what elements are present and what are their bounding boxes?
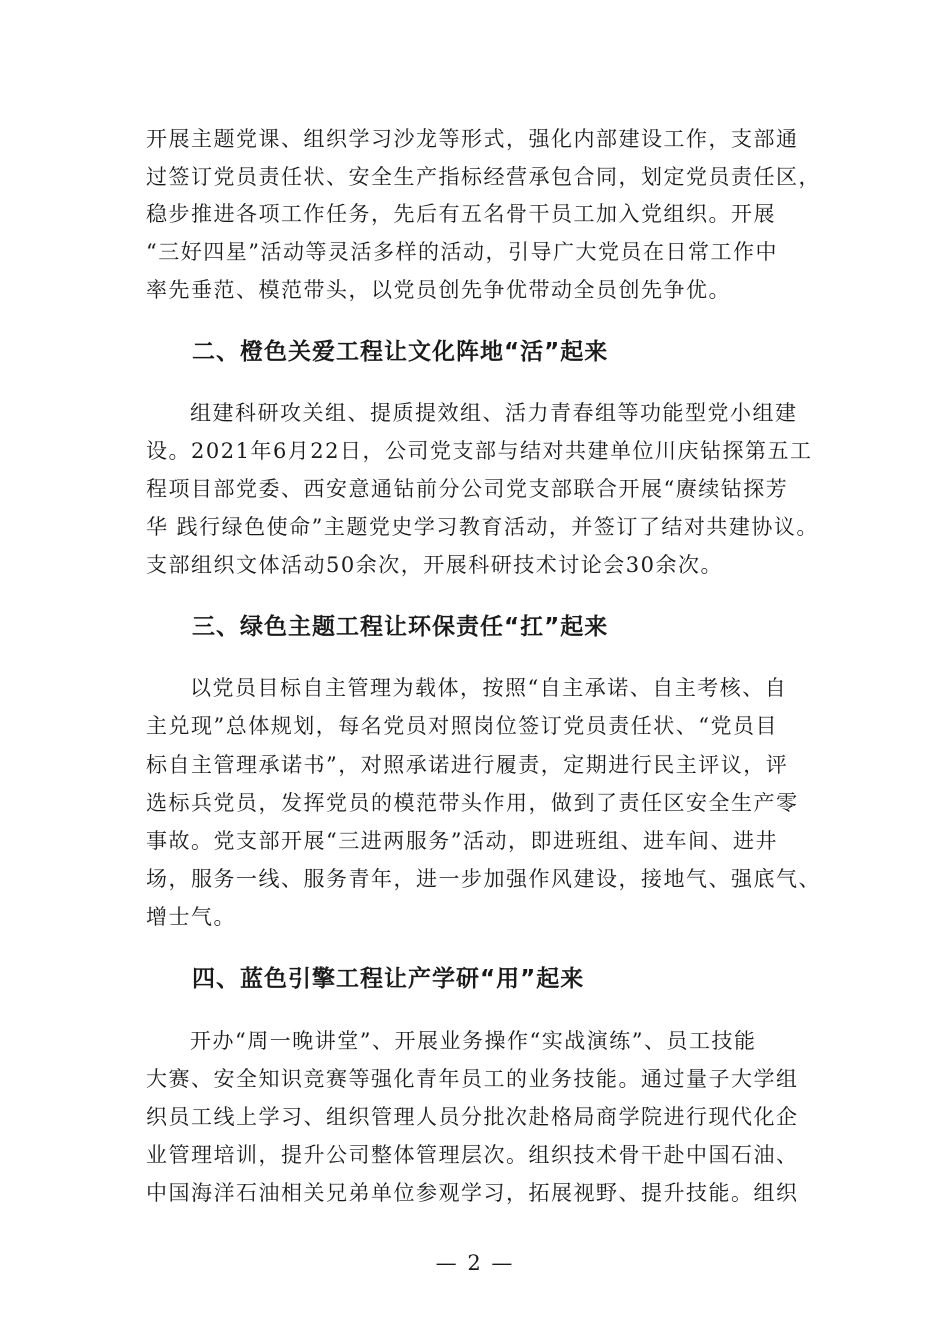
paragraph-3-line-5: 事故。党支部开展“三进两服务”活动，即进班组、进车间、进井 — [146, 829, 778, 853]
paragraph-2-line-2: 设。2021年6月22日，公司党支部与结对共建单位川庆钻探第五工 — [146, 439, 813, 463]
paragraph-4-line-2: 大赛、安全知识竞赛等强化青年员工的业务技能。通过量子大学组 — [146, 1067, 799, 1091]
section-heading-4: 四、蓝色引擎工程让产学研“用”起来 — [192, 966, 585, 992]
section-heading-3: 三、绿色主题工程让环保责任“扛”起来 — [192, 614, 609, 640]
paragraph-3-line-6: 场，服务一线、服务青年，进一步加强作风建设，接地气、强底气、 — [146, 867, 821, 891]
paragraph-1-line-5: 率先垂范、模范带头，以党员创先争优带动全员创先争优。 — [146, 278, 731, 302]
paragraph-3-line-2: 主兑现”总体规划，每名党员对照岗位签订党员责任状、“党员目 — [146, 714, 778, 738]
paragraph-4-line-4: 业管理培训，提升公司整体管理层次。组织技术骨干赴中国石油、 — [146, 1143, 799, 1167]
paragraph-1-line-4: “三好四星”活动等灵活多样的活动，引导广大党员在日常工作中 — [146, 240, 778, 264]
paragraph-4-line-1: 开办“周一晚讲堂”、开展业务操作“实战演练”、员工技能 — [190, 1029, 757, 1053]
paragraph-3-line-7: 增士气。 — [146, 905, 236, 929]
paragraph-4-line-3: 织员工线上学习、组织管理人员分批次赴格局商学院进行现代化企 — [146, 1105, 799, 1129]
page-number: — 2 — — [435, 1251, 515, 1275]
paragraph-1-line-2: 过签订党员责任状、安全生产指标经营承包合同，划定党员责任区， — [146, 165, 821, 189]
paragraph-1-line-3: 稳步推进各项工作任务，先后有五名骨干员工加入党组织。开展 — [146, 202, 776, 226]
paragraph-3-line-1: 以党员目标自主管理为载体，按照“自主承诺、自主考核、自 — [190, 676, 788, 700]
section-heading-2: 二、橙色关爱工程让文化阵地“活”起来 — [192, 339, 609, 365]
paragraph-2-line-5: 支部组织文体活动50余次，开展科研技术讨论会30余次。 — [146, 553, 723, 577]
paragraph-4-line-5: 中国海洋石油相关兄弟单位参观学习，拓展视野、提升技能。组织 — [146, 1181, 799, 1205]
paragraph-1-line-1: 开展主题党课、组织学习沙龙等形式，强化内部建设工作，支部通 — [146, 127, 799, 151]
paragraph-3-line-4: 选标兵党员，发挥党员的模范带头作用，做到了责任区安全生产零 — [146, 791, 799, 815]
paragraph-2-line-4: 华 践行绿色使命”主题党史学习教育活动，并签订了结对共建协议。 — [146, 515, 819, 539]
paragraph-2-line-1: 组建科研攻关组、提质提效组、活力青春组等功能型党小组建 — [190, 401, 798, 425]
paragraph-2-line-3: 程项目部党委、西安意通钻前分公司党支部联合开展“赓续钻探芳 — [146, 477, 789, 501]
paragraph-3-line-3: 标自主管理承诺书”，对照承诺进行履责，定期进行民主评议，评 — [146, 753, 789, 777]
